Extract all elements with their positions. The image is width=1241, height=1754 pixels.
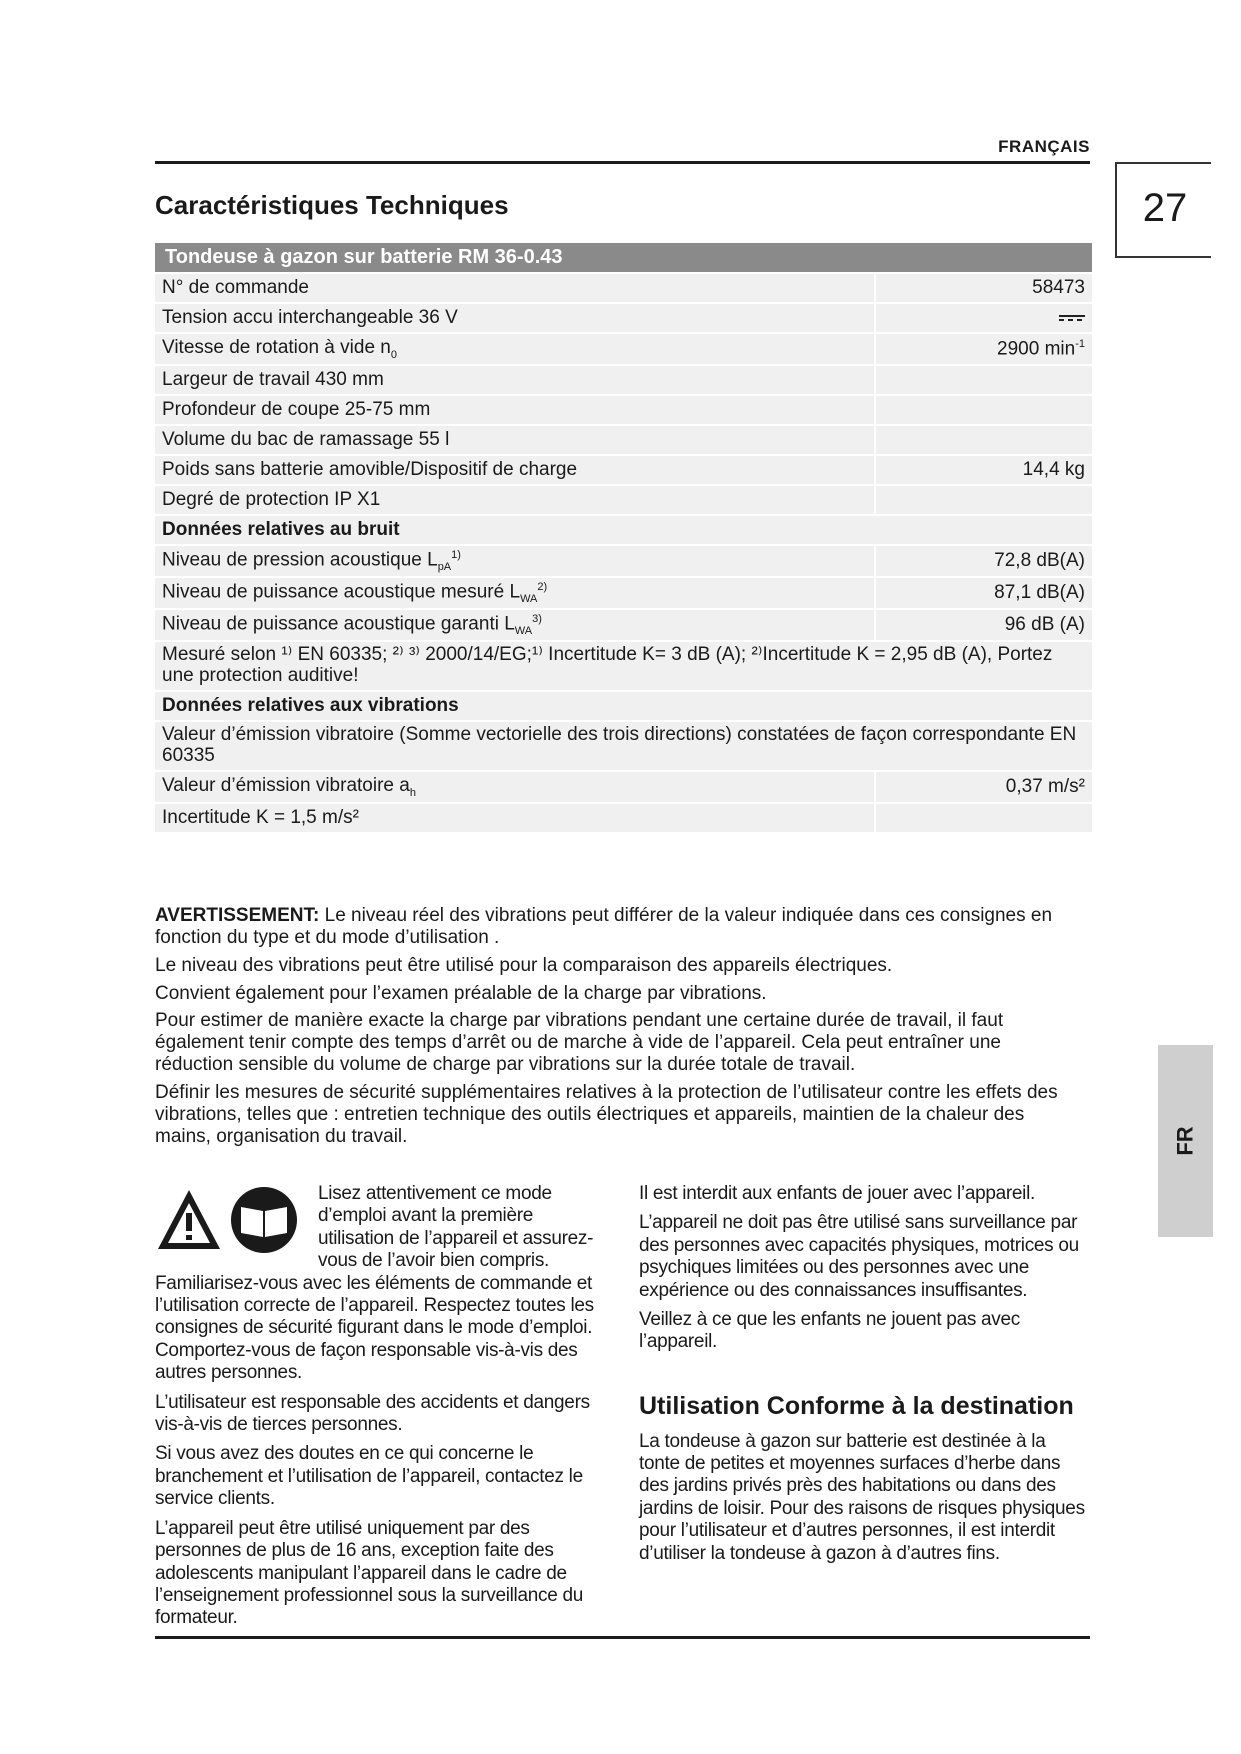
right-column <box>639 1183 1089 1572</box>
warning-paragraph-4: Pour estimer de manière exacte la charge par vibrations pendant une certaine durée de travail, il faut également tenir compte des temps d’arrêt ou de marche à vide de l’appareil. Cela peut entraîner une réduction sensible du volume de charge par vibrations sur la durée totale de travail. <box>155 1010 1004 1076</box>
order-no-value: 58473 <box>874 274 1092 302</box>
right-paragraph-1: Il est interdit aux enfants de jouer avec l’appareil. <box>639 1183 1036 1204</box>
model-name: Tondeuse à gazon sur batterie RM 36-0.43 <box>155 243 1092 272</box>
table-row <box>155 304 1092 332</box>
table-row <box>155 546 1092 576</box>
protection-label: Degré de protection IP X1 <box>155 486 874 514</box>
table-row <box>155 692 1092 720</box>
warning-lead: AVERTISSEMENT: <box>155 905 320 926</box>
weight-label: Poids sans batterie amovible/Dispositif de charge <box>155 456 874 484</box>
vibration-label: Valeur d’émission vibratoire $a_h$ <box>155 772 874 802</box>
spec-header-row <box>155 243 1092 272</box>
bottom-rule <box>155 1636 1090 1639</box>
table-row <box>155 426 1092 454</box>
table-row <box>155 722 1092 770</box>
noise-power-measured-label: Niveau de puissance acoustique mesuré $L_{WA}^{2)}$ <box>155 578 874 608</box>
vibration-value: 0,37 m/s² <box>874 772 1092 802</box>
warning-paragraph-1: AVERTISSEMENT: Le niveau réel des vibrations peut différer de la valeur indiquée dans ces consignes en fonction du type et du mode d’utilisation . <box>155 905 1053 948</box>
order-no-label: N° de commande <box>155 274 874 302</box>
right-paragraph-3: Veillez à ce que les enfants ne jouent pas avec l’appareil. <box>639 1309 1020 1353</box>
table-row <box>155 772 1092 802</box>
noise-power-guaranteed-label: Niveau de puissance acoustique garanti $L_{WA}^{3)}$ <box>155 610 874 640</box>
warning-paragraph-3: Convient également pour l’examen préalable de la charge par vibrations. <box>155 982 767 1004</box>
left-paragraph-2: L’utilisateur est responsable des accidents et dangers vis-à-vis de tierces personnes. <box>155 1391 590 1436</box>
table-row <box>155 610 1092 640</box>
vibration-note: Valeur d’émission vibratoire (Somme vectorielle des trois directions) constatées de façon correspondante EN 60335 <box>155 722 1092 770</box>
speed-label: Vitesse de rotation à vide $n_0$ <box>155 334 874 364</box>
read-manual-icon <box>227 1185 302 1255</box>
intended-use-heading: Utilisation Conforme à la destination <box>639 1391 1074 1420</box>
table-row <box>155 334 1092 364</box>
section-title: Caractéristiques Techniques <box>155 190 509 220</box>
table-row <box>155 516 1092 544</box>
voltage-label: Tension accu interchangeable 36 V <box>155 304 874 332</box>
language-tab-label: FR <box>1172 1126 1198 1156</box>
weight-value: 14,4 kg <box>874 456 1092 484</box>
right-paragraph-2: L’appareil ne doit pas être utilisé sans surveillance par des personnes avec capacités physiques, motrices ou psychiques limitées ou des personnes avec une expérience ou des connaissances insuffisantes. <box>639 1212 1079 1301</box>
table-row <box>155 486 1092 514</box>
table-row <box>155 578 1092 608</box>
noise-power-guaranteed-value: 96 dB (A) <box>874 610 1092 640</box>
speed-value: 2900 $\min^{-1}$ <box>874 334 1092 364</box>
uncertainty-label: Incertitude K = 1,5 m/s² <box>155 804 874 832</box>
page-number: 27 <box>1142 186 1188 230</box>
noise-pressure-value: 72,8 dB(A) <box>874 546 1092 576</box>
right-paragraph-4: La tondeuse à gazon sur batterie est destinée à la tonte de petites et moyennes surfaces d’herbe dans des jardins privés près des habitations ou dans des jardins de loisir. Pour des raisons de risques physiques pour l’utilisateur et d’autres personnes, il est interdit d’utiliser la tondeuse à gazon à d’autres fins. <box>639 1430 1085 1564</box>
left-paragraph-4: L’appareil peut être utilisé uniquement par des personnes de plus de 16 ans, exception faite des adolescents manipulant l’appareil dans le cadre de l’enseignement professionnel sous la surveillance du formateur. <box>155 1517 583 1629</box>
spec-table <box>155 241 1092 834</box>
table-row <box>155 396 1092 424</box>
table-row <box>155 804 1092 832</box>
direct-current-icon <box>1059 313 1085 323</box>
depth-label: Profondeur de coupe 25-75 mm <box>155 396 874 424</box>
warning-block <box>155 905 1080 1153</box>
measured-note: Mesuré selon ¹⁾ EN 60335; ²⁾ ³⁾ 2000/14/EG;¹⁾ Incertitude K= 3 dB (A); ²⁾Incertitude K = 2,95 dB (A), Portez une protection auditive! <box>155 642 1092 690</box>
width-label: Largeur de travail 430 mm <box>155 366 874 394</box>
noise-pressure-label: Niveau de pression acoustique $L_{pA}^{1)}$ <box>155 546 874 576</box>
header-language: FRANÇAIS <box>998 137 1090 156</box>
table-row <box>155 274 1092 302</box>
vibration-heading: Données relatives aux vibrations <box>155 692 1092 720</box>
volume-label: Volume du bac de ramassage 55 l <box>155 426 874 454</box>
table-row <box>155 642 1092 690</box>
left-column <box>155 1183 605 1637</box>
warning-paragraph-2: Le niveau des vibrations peut être utilisé pour la comparaison des appareils électriques. <box>155 954 893 976</box>
left-paragraph-1: Lisez attentivement ce mode d’emploi avant la première utilisation de l’appareil et assurez-vous de l’avoir bien compris. Familiarisez-vous avec les éléments de commande et l’utilisation correcte de l’appareil. Respectez toutes les consignes de sécurité figurant dans le mode d’emploi. Comportez-vous de façon responsable vis-à-vis des autres personnes. <box>155 1183 594 1384</box>
top-rule <box>155 161 1090 164</box>
left-paragraph-3: Si vous avez des doutes en ce qui concerne le branchement et l’utilisation de l’appareil, contactez le service clients. <box>155 1443 583 1510</box>
table-row <box>155 366 1092 394</box>
table-row <box>155 456 1092 484</box>
noise-heading: Données relatives au bruit <box>155 516 1092 544</box>
noise-power-measured-value: 87,1 dB(A) <box>874 578 1092 608</box>
language-tab <box>1158 1045 1213 1237</box>
warning-paragraph-5: Définir les mesures de sécurité supplémentaires relatives à la protection de l’utilisateur contre les effets des vibrations, telles que : entretien technique des outils électriques et appareils, maintien de la chaleur des mains, organisation du travail. <box>155 1081 1058 1147</box>
